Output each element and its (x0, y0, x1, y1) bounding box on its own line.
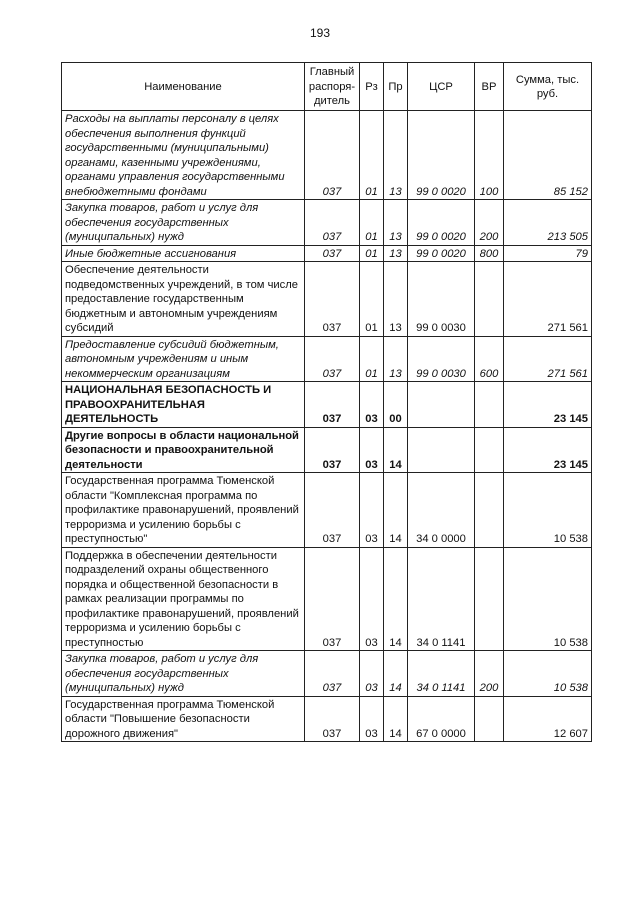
table-row (62, 200, 592, 246)
row-rz: 03 (360, 427, 384, 473)
row-pr: 13 (384, 262, 408, 337)
row-name: Государственная программа Тюменской области "Повышение безопасности дорожного движения" (62, 696, 305, 742)
row-gr: 037 (305, 696, 360, 742)
row-sum: 213 505 (504, 200, 592, 246)
row-rz: 03 (360, 547, 384, 651)
table-row (62, 262, 592, 337)
table-row (62, 111, 592, 200)
row-name: Государственная программа Тюменской области "Комплексная программа по профилактике правонарушений, проявлений терроризма и усилению борьбы с преступностью" (62, 473, 305, 548)
row-vr: 100 (475, 111, 504, 200)
row-csr: 99 0 0020 (408, 111, 475, 200)
row-rz: 03 (360, 473, 384, 548)
row-name: Предоставление субсидий бюджетным, автономным учреждениям и иным некоммерческим организациям (62, 336, 305, 382)
row-rz: 03 (360, 696, 384, 742)
header-csr: ЦСР (408, 63, 475, 111)
row-rz: 01 (360, 111, 384, 200)
row-csr: 99 0 0030 (408, 336, 475, 382)
row-pr: 14 (384, 547, 408, 651)
row-csr: 99 0 0030 (408, 262, 475, 337)
row-pr: 13 (384, 200, 408, 246)
table-row (62, 473, 592, 548)
row-pr: 13 (384, 111, 408, 200)
row-vr (475, 427, 504, 473)
row-rz: 01 (360, 200, 384, 246)
row-csr: 34 0 1141 (408, 547, 475, 651)
row-gr: 037 (305, 382, 360, 428)
row-rz: 01 (360, 245, 384, 262)
header-gr: Главный распоря-дитель (305, 63, 360, 111)
row-name: НАЦИОНАЛЬНАЯ БЕЗОПАСНОСТЬ И ПРАВООХРАНИТЕЛЬНАЯ ДЕЯТЕЛЬНОСТЬ (62, 382, 305, 428)
row-name: Расходы на выплаты персоналу в целях обеспечения выполнения функций государственными (муниципальными) органами, казенными учреждениями, органами управления государственными внебюджетными фондами (62, 111, 305, 200)
row-sum: 10 538 (504, 651, 592, 697)
row-name: Другие вопросы в области национальной безопасности и правоохранительной деятельности (62, 427, 305, 473)
row-name: Закупка товаров, работ и услуг для обеспечения государственных (муниципальных) нужд (62, 200, 305, 246)
table-header-row (62, 63, 592, 111)
row-csr (408, 427, 475, 473)
row-rz: 03 (360, 651, 384, 697)
header-pr: Пр (384, 63, 408, 111)
row-pr: 00 (384, 382, 408, 428)
row-gr: 037 (305, 547, 360, 651)
row-gr: 037 (305, 245, 360, 262)
row-sum: 85 152 (504, 111, 592, 200)
row-rz: 03 (360, 382, 384, 428)
table-row (62, 696, 592, 742)
row-csr: 67 0 0000 (408, 696, 475, 742)
row-sum: 271 561 (504, 262, 592, 337)
header-name: Наименование (62, 63, 305, 111)
row-csr: 34 0 1141 (408, 651, 475, 697)
table-row (62, 245, 592, 262)
row-name: Закупка товаров, работ и услуг для обеспечения государственных (муниципальных) нужд (62, 651, 305, 697)
row-gr: 037 (305, 111, 360, 200)
row-pr: 14 (384, 651, 408, 697)
table-row (62, 547, 592, 651)
row-csr (408, 382, 475, 428)
page-number: 193 (309, 26, 331, 40)
row-pr: 13 (384, 245, 408, 262)
header-rz: Рз (360, 63, 384, 111)
row-name: Обеспечение деятельности подведомственных учреждений, в том числе предоставление государственным бюджетным и автономным учреждениям субсидий (62, 262, 305, 337)
row-vr: 200 (475, 651, 504, 697)
row-vr: 200 (475, 200, 504, 246)
row-sum: 10 538 (504, 473, 592, 548)
row-name: Иные бюджетные ассигнования (62, 245, 305, 262)
row-gr: 037 (305, 473, 360, 548)
table-row (62, 651, 592, 697)
row-vr (475, 262, 504, 337)
row-csr: 99 0 0020 (408, 200, 475, 246)
row-csr: 34 0 0000 (408, 473, 475, 548)
row-vr (475, 473, 504, 548)
row-gr: 037 (305, 200, 360, 246)
row-sum: 10 538 (504, 547, 592, 651)
row-gr: 037 (305, 427, 360, 473)
row-name: Поддержка в обеспечении деятельности подразделений охраны общественного порядка и общественной безопасности в рамках реализации программы по профилактике правонарушений, проявлений терроризма и усилению борьбы с преступностью (62, 547, 305, 651)
header-sum: Сумма, тыс. руб. (504, 63, 592, 111)
row-gr: 037 (305, 262, 360, 337)
row-gr: 037 (305, 336, 360, 382)
row-pr: 14 (384, 696, 408, 742)
row-sum: 23 145 (504, 427, 592, 473)
header-vr: ВР (475, 63, 504, 111)
row-gr: 037 (305, 651, 360, 697)
row-pr: 13 (384, 336, 408, 382)
row-pr: 14 (384, 473, 408, 548)
row-sum: 12 607 (504, 696, 592, 742)
row-vr: 600 (475, 336, 504, 382)
row-vr (475, 696, 504, 742)
row-vr: 800 (475, 245, 504, 262)
row-vr (475, 547, 504, 651)
table-row (62, 427, 592, 473)
row-vr (475, 382, 504, 428)
row-sum: 271 561 (504, 336, 592, 382)
table-row (62, 336, 592, 382)
table-row (62, 382, 592, 428)
row-sum: 23 145 (504, 382, 592, 428)
budget-table (61, 62, 592, 742)
row-csr: 99 0 0020 (408, 245, 475, 262)
row-rz: 01 (360, 262, 384, 337)
row-rz: 01 (360, 336, 384, 382)
row-sum: 79 (504, 245, 592, 262)
row-pr: 14 (384, 427, 408, 473)
